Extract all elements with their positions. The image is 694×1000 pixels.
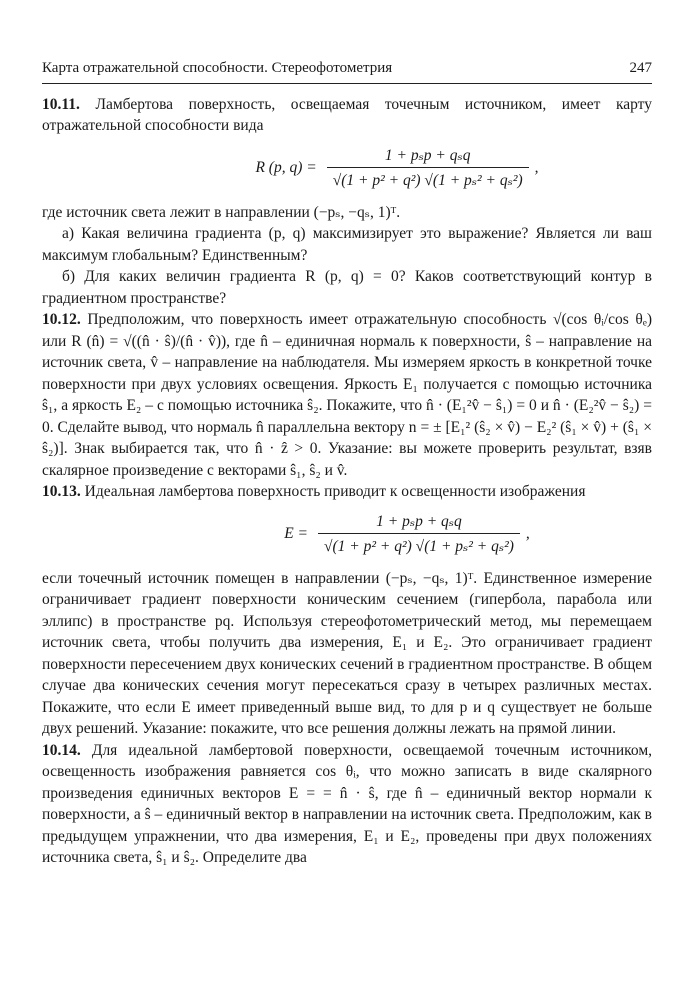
- exercise-number: 10.12.: [42, 311, 81, 328]
- running-header: [42, 58, 652, 84]
- exercise-10-11-part-a: а) Какая величина градиента (p, q) максимизирует это выражение? Является ли ваш максимум глобальным? Единственным?: [42, 225, 652, 264]
- formula-lhs: R (p, q) =: [255, 159, 317, 177]
- formula-reflectance-map: [142, 145, 652, 192]
- exercise-text: Предположим, что поверхность имеет отражательную способность √(cos θᵢ/cos θₑ) или R (n̂) = √((n̂ · ŝ)/(n̂ · v̂)), где n̂ – единичная нормаль к поверхности, ŝ – направление на источник света, v̂ – направление на наблюдателя. Мы измеряем яркость в конкретной точке поверхности при двух условиях освещения. Яркость E₁ получается с помощью источника ŝ₁, а яркость E₂ – с помощью источника ŝ₂. Покажите, что n̂ · (E₁²v̂ − ŝ₁) = 0 и n̂ · (E₂²v̂ − ŝ₂) = 0. Сделайте вывод, что нормаль n̂ параллельна вектору n = ± [E₁² (ŝ₂ × v̂) − E₂² (ŝ₁ × v̂) + (ŝ₁ × ŝ₂)]. Знак выбирается так, что n̂ · ẑ > 0. Указание: вы можете проверить результат, взяв скалярное произведение с векторами ŝ₁, ŝ₂ и v̂.: [42, 311, 652, 479]
- formula-trail: ,: [525, 525, 530, 543]
- exercise-10-12-text: [42, 309, 652, 481]
- page-number: 247: [629, 60, 652, 76]
- exercise-10-13-intro: [42, 481, 652, 503]
- exercise-text: Для идеальной ламбертовой поверхности, освещаемой точечным источником, освещенность изображения равняется cos θᵢ, что можно записать в виде скалярного произведения единичных векторов E = = n̂ · ŝ, где n̂ – единичный вектор нормали к поверхности, а ŝ – единичный вектор в направлении на источник света. Предположим, как в предыдущем упражнении, что два измерения, E₁ и E₂, проведены при двух положениях источника света, ŝ₁ и ŝ₂. Определите два: [42, 741, 652, 866]
- formula-fraction: [318, 511, 520, 558]
- formula-image-irradiance: [162, 511, 652, 558]
- formula-denominator: √(1 + p² + q²) √(1 + pₛ² + qₛ²): [327, 167, 529, 192]
- exercise-number: 10.14.: [42, 741, 81, 759]
- formula-lhs: E =: [284, 525, 309, 543]
- exercise-10-13-after: если точечный источник помещен в направлении (−pₛ, −qₛ, 1)ᵀ. Единственное измерение ограничивает градиент поверхности коническим сечением (гипербола, парабола или эллипс) в пространстве pq. Используя стереофотометрический метод, мы перемещаем источник света, чтобы получить два измерения, E₁ и E₂. Это ограничивает градиент поверхности пересечением двух конических сечений в градиентном пространстве. В общем случае два конических сечения могут пересекаться сразу в четырех различных местах. Покажите, что если E имеет приведенный выше вид, то для p и q существует не больше двух решений. Указание: покажите, что все решения должны лежать на прямой линии.: [42, 569, 652, 737]
- exercise-10-11: [42, 94, 652, 310]
- header-title: Карта отражательной способности. Стереофотометрия: [42, 60, 393, 76]
- formula-trail: ,: [534, 159, 539, 177]
- exercise-text: Ламбертова поверхность, освещаемая точечным источником, имеет карту отражательной способности вида: [42, 95, 652, 134]
- formula-numerator: 1 + pₛp + qₛq: [384, 146, 471, 164]
- exercise-10-11-intro: [42, 94, 652, 137]
- exercise-10-13: [42, 481, 652, 740]
- formula-fraction: [327, 145, 529, 192]
- formula-denominator: √(1 + p² + q²) √(1 + pₛ² + qₛ²): [318, 533, 520, 558]
- exercise-number: 10.13.: [42, 483, 81, 500]
- formula-numerator: 1 + pₛp + qₛq: [376, 512, 462, 530]
- exercise-10-12: [42, 309, 652, 481]
- exercise-number: 10.11.: [42, 95, 80, 113]
- page: [42, 58, 652, 869]
- exercise-10-14-text: [42, 740, 652, 869]
- exercise-10-14: [42, 740, 652, 869]
- exercise-10-11-after: где источник света лежит в направлении (−pₛ, −qₛ, 1)ᵀ.: [42, 203, 401, 221]
- exercise-text: Идеальная ламбертова поверхность приводит к освещенности изображения: [84, 483, 586, 500]
- exercise-10-11-part-b: б) Для каких величин градиента R (p, q) = 0? Каков соответствующий контур в градиентном пространстве?: [42, 268, 652, 307]
